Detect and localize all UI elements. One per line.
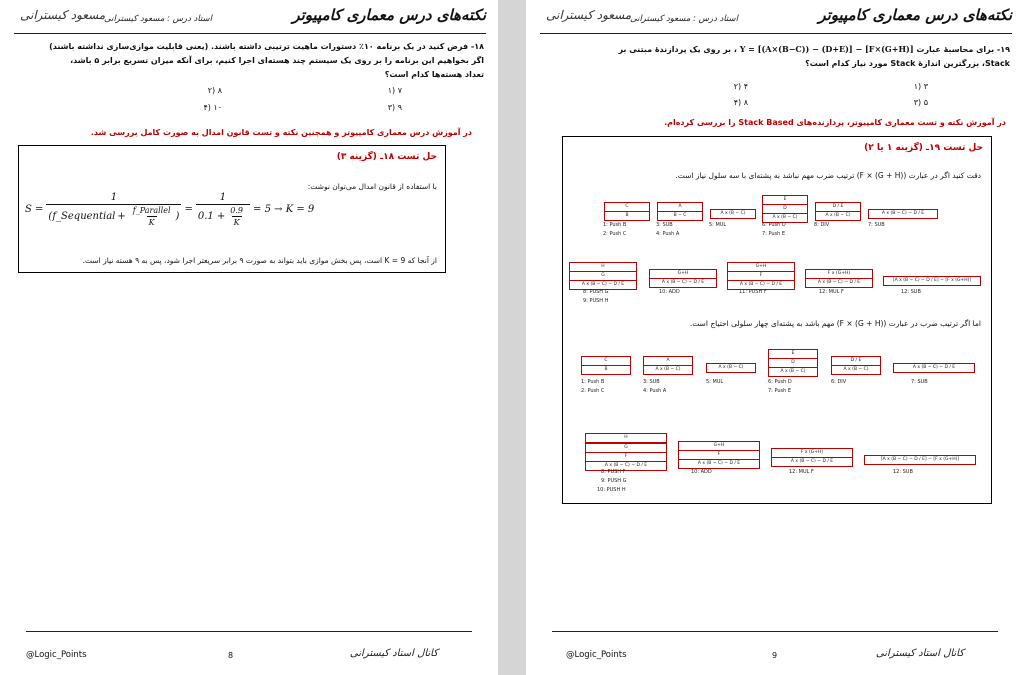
stack-cell: A x (B − C) − D / E xyxy=(569,280,637,290)
stack-cell: G xyxy=(569,271,637,281)
option-2: ۸ (۲ xyxy=(207,86,222,95)
stack-cell: B xyxy=(581,365,631,375)
stack-operation: 6: Push D xyxy=(768,379,792,385)
question-18-line-1: ۱۸- فرض کنید در یک برنامه ۱۰٪ دستورات ماهیت ترتیبی داشته باشند. (یعنی قابلیت موازی‌سازی نداشته باشند) xyxy=(49,42,484,51)
course-note: در آموزش نکته و تست معماری کامپیوتر، پردازنده‌های Stack Based را بررسی کرده‌ام. xyxy=(664,118,1006,127)
option-3: ۵ (۳ xyxy=(913,98,928,107)
stack-cell: H xyxy=(585,433,667,443)
stack-operation: 8: PUSH F xyxy=(601,469,626,475)
solution-19-box xyxy=(562,136,992,504)
stack-cell: F x (G+H) xyxy=(771,448,853,458)
option-4: ۸ (۴ xyxy=(733,98,748,107)
stack-snapshot xyxy=(581,357,631,375)
stack-cell: A x (B − C) − D / E xyxy=(893,363,975,373)
stack-cell: A xyxy=(643,356,693,366)
f-sequential: f_Sequential xyxy=(52,211,116,222)
stack-snapshot xyxy=(649,270,717,288)
stack-cell: B − C xyxy=(657,211,703,221)
stack-cell: G+H xyxy=(727,262,795,272)
solution-19-text-2: اما اگر ترتیب ضرب در عبارت (F × (G + H)) مهم باشد به پشته‌ای چهار سلولی احتیاج است. xyxy=(689,319,981,328)
page-number: 9 xyxy=(772,651,778,660)
formula-result: = 5 → K = 9 xyxy=(253,204,315,215)
stack-snapshot xyxy=(727,262,795,290)
stack-operation: 3: SUB xyxy=(643,379,660,385)
stack-snapshot xyxy=(643,357,693,375)
stack-cell: A x (B − C) − D / E xyxy=(585,461,667,471)
stack-operation: 2: Push C xyxy=(603,231,627,237)
stack-cell: C xyxy=(581,356,631,366)
stack-cell: A x (B − C) − D / E xyxy=(771,457,853,467)
stack-operation: 7: Push E xyxy=(768,388,792,394)
frac-2-p01: 0.1 + xyxy=(197,211,226,222)
stack-cell: A x (B − C) − D / E xyxy=(649,278,717,288)
stack-cell: H xyxy=(569,262,637,272)
stack-cell: A x (B − C) xyxy=(706,363,756,373)
question-18-line-3: تعداد هسته‌ها کدام است؟ xyxy=(384,70,484,79)
stack-cell: E xyxy=(762,195,808,205)
stack-cell: F xyxy=(727,271,795,281)
stack-cell: B xyxy=(604,211,650,221)
footer-handle[interactable]: @Logic_Points xyxy=(26,650,87,660)
stack-operation: 9: PUSH G xyxy=(601,478,627,484)
stack-cell: G xyxy=(585,443,667,453)
stack-cell: A x (B − C) xyxy=(643,365,693,375)
stack-cell: F xyxy=(585,452,667,462)
stack-cell: A x (B − C) − D / E xyxy=(805,278,873,288)
stack-snapshot xyxy=(710,210,756,219)
stack-cell: A x (B − C) xyxy=(831,365,881,375)
f-parallel: f_Parallel xyxy=(132,206,171,215)
header-rule xyxy=(14,33,486,34)
stack-operation: 8: PUSH G xyxy=(583,289,609,295)
stack-cell: E xyxy=(768,349,818,359)
stack-cell: A x (B − C) xyxy=(815,211,861,221)
frac-par xyxy=(131,206,173,227)
stack-cell: A x (B − C) xyxy=(768,367,818,377)
stack-snapshot xyxy=(762,195,808,223)
stack-operation: 4: Push A xyxy=(656,231,680,237)
page-8 xyxy=(0,0,498,675)
formula-eq: = xyxy=(184,204,193,215)
stack-cell: D xyxy=(768,358,818,368)
question-19-options xyxy=(526,82,1024,112)
stack-operation: 6: Push D xyxy=(762,222,786,228)
solution-19-title: حل تست ۱۹ـ (گزینه ۱ یا ۲) xyxy=(864,143,983,153)
formula-frac-2 xyxy=(196,192,250,227)
stack-operation: 5: MUL xyxy=(709,222,727,228)
stack-operation: 7: SUB xyxy=(868,222,885,228)
stack-operation: 1: Push B xyxy=(603,222,627,228)
stack-cell: F xyxy=(678,450,760,460)
footer-rule xyxy=(552,631,998,632)
stack-snapshot xyxy=(815,203,861,221)
stack-operation: 1: Push B xyxy=(581,379,605,385)
header-signature: مسعود کیسترانی xyxy=(20,8,106,22)
option-4: ۱۰ (۴ xyxy=(203,103,222,112)
option-3: ۹ (۳ xyxy=(387,103,402,112)
frac-1-den: ( f_Sequential + $\frac{\text{f\_Parallel}}{K}$ ) xyxy=(48,206,180,227)
stack-snapshot xyxy=(569,262,637,290)
stack-operation: 7: SUB xyxy=(911,379,928,385)
question-19-line-2: Stack، بزرگترین اندازهٔ Stack مورد نیاز کدام است؟ xyxy=(805,59,1010,68)
stack-operation: 10: ADD xyxy=(659,289,680,295)
stack-cell: [A x (B − C) − D / E] − [F x (G+H)] xyxy=(864,455,976,465)
stack-operation: 3: SUB xyxy=(656,222,673,228)
stack-snapshot xyxy=(868,210,938,219)
stack-operation: 12: MUL F xyxy=(789,469,814,475)
header-title: نکته‌های درس معماری کامپیوتر xyxy=(818,6,1012,24)
stack-snapshot xyxy=(585,434,667,471)
page-header xyxy=(540,0,1012,38)
question-19-expression: Y = [(A×(B−C)) − (D+E)] − [F×(G+H)] xyxy=(739,44,914,54)
frac-09-num: 0.9 xyxy=(230,206,244,215)
question-18-options xyxy=(0,86,498,116)
solution-18-box xyxy=(18,145,446,273)
option-1: ۳ (۱ xyxy=(913,82,928,91)
footer-signature: کانال استاد کیسترانی xyxy=(875,648,964,659)
stack-operation: 11: PUSH F xyxy=(739,289,767,295)
stack-operation: 4: Push A xyxy=(643,388,667,394)
stack-snapshot xyxy=(678,441,760,469)
stack-cell: A x (B − C) xyxy=(762,213,808,223)
stack-snapshot xyxy=(768,349,818,377)
question-19-prefix: ۱۹- برای محاسبهٔ عبارت xyxy=(916,45,1010,54)
stack-snapshot xyxy=(883,277,981,286)
solution-18-intro: با استفاده از قانون امدال می‌توان نوشت: xyxy=(307,182,437,191)
stack-snapshot xyxy=(706,364,756,373)
footer-signature: کانال استاد کیسترانی xyxy=(349,648,438,659)
stack-snapshot xyxy=(831,357,881,375)
stack-cell: A xyxy=(657,202,703,212)
stack-cell: F x (G+H) xyxy=(805,269,873,279)
stack-snapshot xyxy=(893,364,975,373)
stack-cell: D / E xyxy=(815,202,861,212)
frac-par-k: K xyxy=(148,218,155,227)
stack-snapshot xyxy=(771,449,853,467)
frac-2-den xyxy=(196,204,250,227)
question-19-line-1 xyxy=(546,42,1010,57)
header-signature: مسعود کیسترانی xyxy=(546,8,632,22)
stack-snapshot xyxy=(604,203,650,221)
stack-operation: 6: DIV xyxy=(831,379,847,385)
page-header xyxy=(14,0,486,38)
stack-operation: 12: MUL F xyxy=(819,289,844,295)
stack-operation: 10: PUSH H xyxy=(597,487,626,493)
option-2: ۴ (۲ xyxy=(733,82,748,91)
formula-s: S = xyxy=(25,204,44,215)
stack-cell: A x (B − C) − D / E xyxy=(868,209,938,219)
stack-cell: A x (B − C) xyxy=(710,209,756,219)
stack-cell: G+H xyxy=(649,269,717,279)
question-19 xyxy=(546,42,1010,71)
stack-operation: 10: ADD xyxy=(691,469,712,475)
stack-operation: 8: DIV xyxy=(814,222,830,228)
stack-operation: 7: Push E xyxy=(762,231,786,237)
formula-frac-1 xyxy=(46,192,181,227)
page-number: 8 xyxy=(228,651,234,660)
header-teacher: استاد درس : مسعود کیسترانی xyxy=(104,14,213,24)
solution-18-title: حل تست ۱۸ـ (گزینه ۳) xyxy=(336,152,437,162)
amdahl-formula xyxy=(25,192,314,227)
stack-snapshot xyxy=(805,270,873,288)
course-note: در آموزش درس معماری کامپیوتر و همچنین نکته و تست قانون امدال به صورت کامل بررسی شد. xyxy=(90,128,472,137)
frac-2-num: 1 xyxy=(219,192,227,203)
question-18-line-2: اگر بخواهیم این برنامه را بر روی یک سیستم چند هسته‌ای اجرا کنیم، برای آنکه میزان تسریع برابر ۵ باشد، xyxy=(70,56,484,65)
question-18 xyxy=(14,40,484,82)
stack-operation: 12: SUB xyxy=(901,289,921,295)
stack-operation: 12: SUB xyxy=(893,469,913,475)
page-9 xyxy=(526,0,1024,675)
stack-snapshot xyxy=(657,203,703,221)
stack-cell: [A x (B − C) − D / E] − [F x (G+H)] xyxy=(883,276,981,286)
stack-cell: D xyxy=(762,204,808,214)
frac-1-num: 1 xyxy=(110,192,118,203)
footer-rule xyxy=(26,631,472,632)
stack-cell: C xyxy=(604,202,650,212)
stack-operation: 2: Push C xyxy=(581,388,605,394)
footer-handle[interactable]: @Logic_Points xyxy=(566,650,627,660)
header-rule xyxy=(540,33,1012,34)
stack-snapshot xyxy=(864,456,976,465)
stack-operation: 5: MUL xyxy=(706,379,724,385)
stack-cell: G+H xyxy=(678,441,760,451)
stack-operation: 9: PUSH H xyxy=(583,298,609,304)
solution-18-conclusion: از آنجا که K = 9 است، پس بخش موازی باید بتواند به صورت ۹ برابر سریعتر اجرا شود، پس به ۹ هسته نیاز است. xyxy=(82,256,437,265)
header-teacher: استاد درس : مسعود کیسترانی xyxy=(630,14,739,24)
question-19-suffix: ، بر روی یک پردازندهٔ مبتنی بر xyxy=(618,45,737,54)
frac-09 xyxy=(228,206,245,227)
solution-19-text-1: دقت کنید اگر در عبارت (F × (G + H)) ترتیب ضرب مهم نباشد به پشته‌ای با سه سلول نیاز است. xyxy=(675,171,981,180)
stack-cell: A x (B − C) − D / E xyxy=(678,459,760,469)
stack-cell: A x (B − C) − D / E xyxy=(727,280,795,290)
stack-cell: D / E xyxy=(831,356,881,366)
frac-09-k: K xyxy=(233,218,240,227)
header-title: نکته‌های درس معماری کامپیوتر xyxy=(292,6,486,24)
option-1: ۷ (۱ xyxy=(387,86,402,95)
